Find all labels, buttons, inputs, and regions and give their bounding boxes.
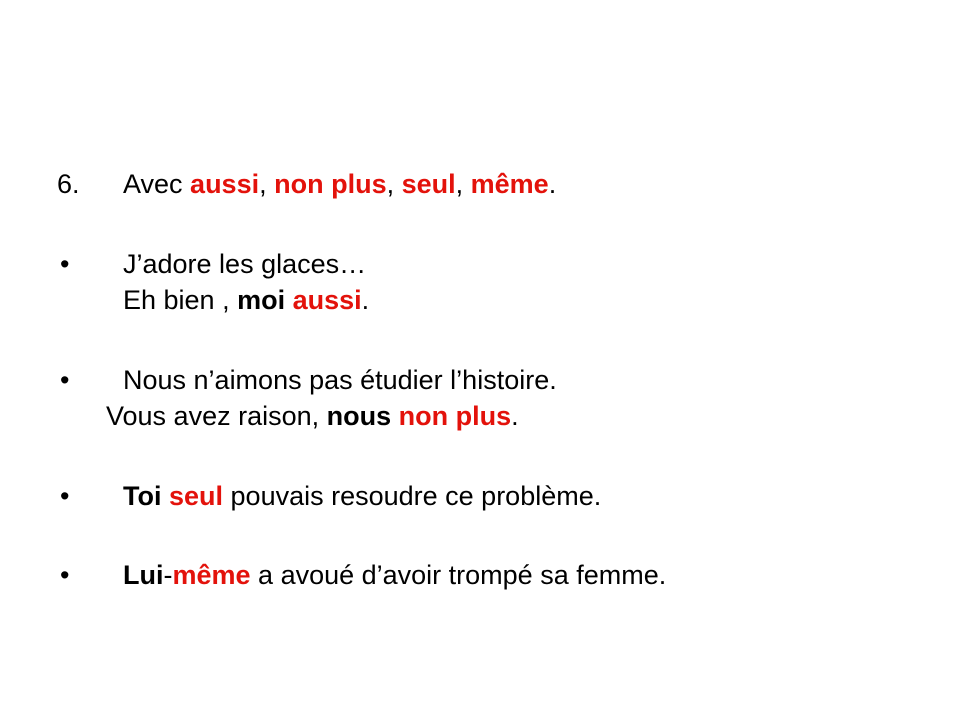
bullet-icon: • <box>60 365 70 395</box>
bullet-icon: • <box>60 481 70 511</box>
pronoun: Lui <box>123 560 164 590</box>
separator: , <box>455 169 471 199</box>
period: . <box>511 401 519 431</box>
example-text: Vous avez raison, <box>106 401 327 431</box>
keyword: seul <box>169 481 224 511</box>
example-1-line-2 <box>123 284 369 316</box>
keyword-non-plus: non plus <box>274 169 387 199</box>
keyword-meme: même <box>470 169 549 199</box>
hyphen: - <box>163 560 173 590</box>
example-4-line <box>123 559 666 591</box>
space <box>161 481 169 511</box>
separator: , <box>386 169 402 199</box>
pronoun: Toi <box>123 481 162 511</box>
example-text: Eh bien , <box>123 285 238 315</box>
keyword-aussi: aussi <box>190 169 260 199</box>
heading-text: Avec <box>123 169 191 199</box>
keyword-seul: seul <box>401 169 456 199</box>
space <box>285 285 293 315</box>
pronoun: moi <box>237 285 286 315</box>
bullet-icon: • <box>60 560 70 590</box>
pronoun: nous <box>326 401 392 431</box>
example-1-line-1: J’adore les glaces… <box>123 249 367 279</box>
keyword: non plus <box>398 401 512 431</box>
separator: , <box>259 169 275 199</box>
heading-line <box>123 168 556 200</box>
example-2-line-1: Nous n’aimons pas étudier l’histoire. <box>123 365 557 395</box>
keyword: aussi <box>292 285 362 315</box>
example-text: a avoué d’avoir trompé sa femme. <box>250 560 667 590</box>
keyword: même <box>172 560 251 590</box>
example-text: pouvais resoudre ce problème. <box>223 481 602 511</box>
example-3-line <box>123 480 601 512</box>
period: . <box>361 285 370 315</box>
list-number: 6. <box>57 169 80 199</box>
example-2-line-2 <box>106 400 519 432</box>
bullet-icon: • <box>60 249 70 279</box>
period: . <box>548 169 557 199</box>
space <box>391 401 399 431</box>
